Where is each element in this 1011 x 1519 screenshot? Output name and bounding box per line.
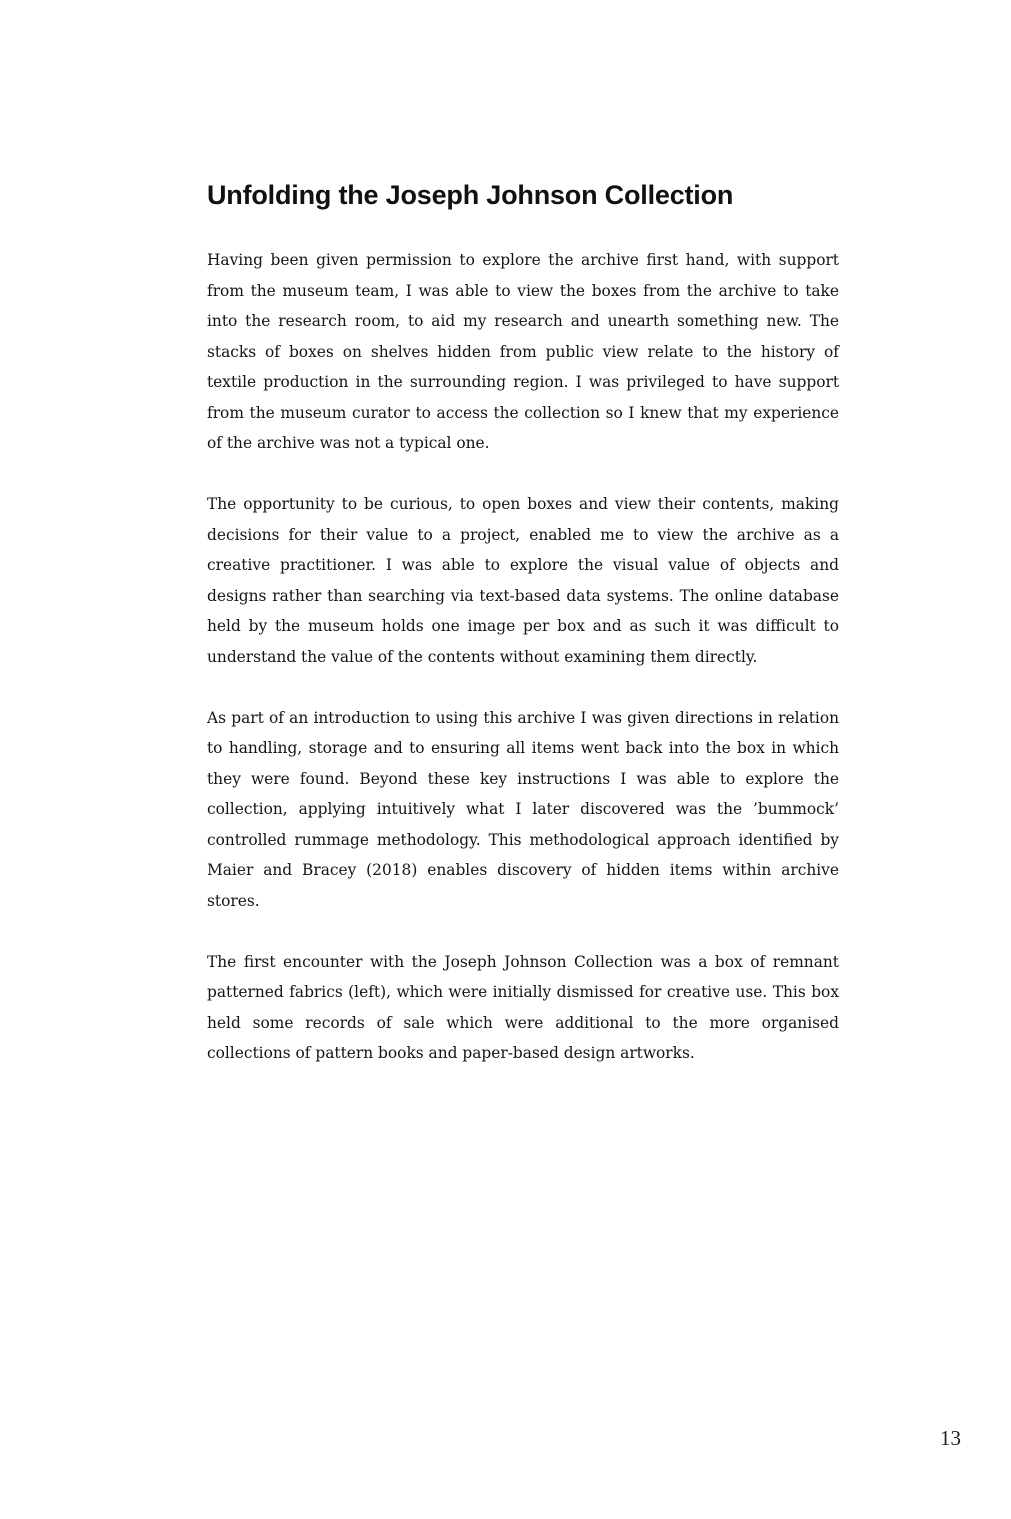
body-paragraph-1: Having been given permission to explore the archive first hand, with support from the museum team, I was able to view the boxes from the archive to take into the research room, to aid my research and unearth something new. The stacks of boxes on shelves hidden from public view relate to the history of textile production in the surrounding region. I was privileged to have support from the museum curator to access the collection so I knew that my experience of the archive was not a typical one.	[207, 251, 839, 452]
main-content	[207, 176, 839, 1099]
body-paragraph-2: The opportunity to be curious, to open boxes and view their contents, making decisions for their value to a project, enabled me to view the archive as a creative practitioner. I was able to explore the visual value of objects and designs rather than searching via text-based data systems. The online database held by the museum holds one image per box and as such it was difficult to understand the value of the contents without examining them directly.	[207, 495, 839, 666]
page-title: Unfolding the Joseph Johnson Collection	[207, 180, 734, 210]
page-number: 13	[940, 1426, 961, 1450]
body-paragraph-4: The first encounter with the Joseph Johnson Collection was a box of remnant patterned fabrics (left), which were initially dismissed for creative use. This box held some records of sale which were additional to the more organised collections of pattern books and paper-based design artworks.	[207, 952, 839, 1062]
body-paragraph-3: As part of an introduction to using this archive I was given directions in relation to handling, storage and to ensuring all items went back into the box in which they were found. Beyond these key instructions I was able to explore the collection, applying intuitively what I later discovered was the ’bummock’ controlled rummage methodology. This methodological approach identified by Maier and Bracey (2018) enables discovery of hidden items within archive stores.	[207, 708, 839, 910]
